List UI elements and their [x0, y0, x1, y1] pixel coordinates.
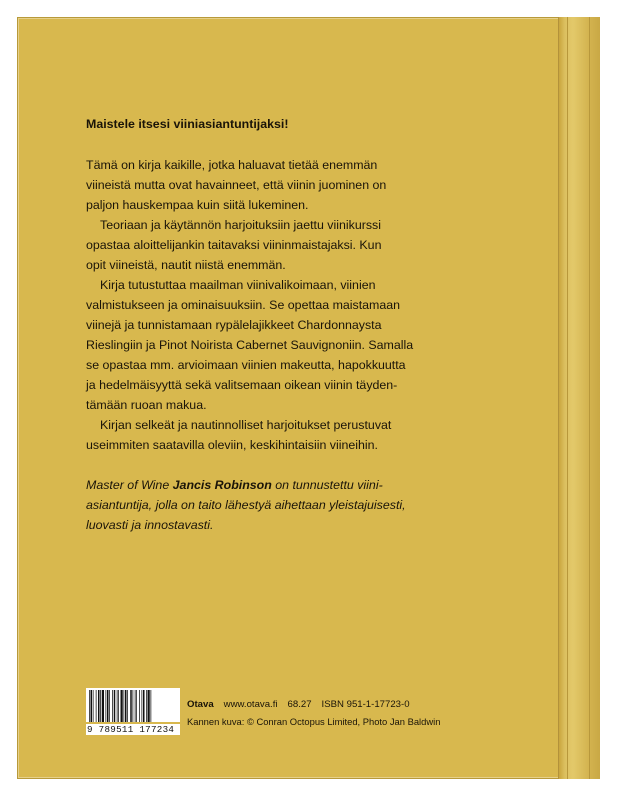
- paragraph-line: opit viineistä, nautit niistä enemmän.: [86, 258, 286, 272]
- paragraph-line: ja hedelmäisyyttä sekä valitsemaan oikean viinin täyden-: [86, 378, 398, 392]
- paragraph-line: paljon hauskempaa kuin siitä lukeminen.: [86, 198, 309, 212]
- paragraph-line: Tämä on kirja kaikille, jotka haluavat tietää enemmän: [86, 158, 378, 172]
- publisher-website: www.otava.fi: [223, 699, 278, 710]
- paragraph-line: opastaa aloittelijankin taitavaksi viininmaistajaksi. Kun: [86, 238, 382, 252]
- cover-text-block: [86, 114, 476, 535]
- isbn-text: ISBN 951-1-17723-0: [321, 699, 410, 710]
- paragraph-line: se opastaa mm. arvioimaan viinien makeutta, hapokkuutta: [86, 358, 406, 372]
- cover-heading: Maistele itsesi viiniasiantuntijaksi!: [86, 117, 289, 131]
- book-spine: [558, 17, 600, 779]
- publisher-info: [187, 699, 410, 710]
- paragraph-1: [86, 155, 476, 215]
- author-line: asiantuntija, jolla on taito lähestyä aihettaan yleistajuisesti,: [86, 498, 406, 512]
- paragraph-line: valmistukseen ja ominaisuuksiin. Se opettaa maistamaan: [86, 298, 401, 312]
- paragraph-4: [86, 415, 476, 455]
- author-blurb: [86, 475, 476, 535]
- class-code: 68.27: [287, 699, 312, 710]
- paragraph-line: viinejä ja tunnistamaan rypälelajikkeet Chardonnaysta: [86, 318, 382, 332]
- paragraph-line: viineistä mutta ovat havainneet, että viinin juominen on: [86, 178, 387, 192]
- paragraph-line: Rieslingiin ja Pinot Noirista Cabernet Sauvignoniin. Samalla: [86, 338, 414, 352]
- paragraph-line: tämään ruoan makua.: [86, 398, 207, 412]
- paragraph-line: useimmiten saatavilla oleviin, keskihintaisiin viineihin.: [86, 438, 379, 452]
- author-title: Master of Wine: [86, 478, 173, 492]
- paragraph-line: Kirja tutustuttaa maailman viinivalikoimaan, viinien: [100, 278, 376, 292]
- barcode-number: 9 789511 177234: [86, 724, 180, 735]
- author-line-rest: on tunnustettu viini-: [271, 478, 383, 492]
- author-line: luovasti ja innostavasti.: [86, 518, 214, 532]
- paragraph-line: Kirjan selkeät ja nautinnolliset harjoitukset perustuvat: [100, 418, 392, 432]
- paragraph-line: Teoriaan ja käytännön harjoituksiin jaettu viinikurssi: [100, 218, 382, 232]
- author-name: Jancis Robinson: [172, 478, 272, 492]
- barcode-bars: [88, 690, 178, 722]
- cover-credit: Kannen kuva: © Conran Octopus Limited, Photo Jan Baldwin: [187, 716, 441, 727]
- isbn-barcode: [86, 688, 180, 722]
- paragraph-3: [86, 275, 476, 415]
- publisher-name: Otava: [187, 699, 214, 710]
- paragraph-2: [86, 215, 476, 275]
